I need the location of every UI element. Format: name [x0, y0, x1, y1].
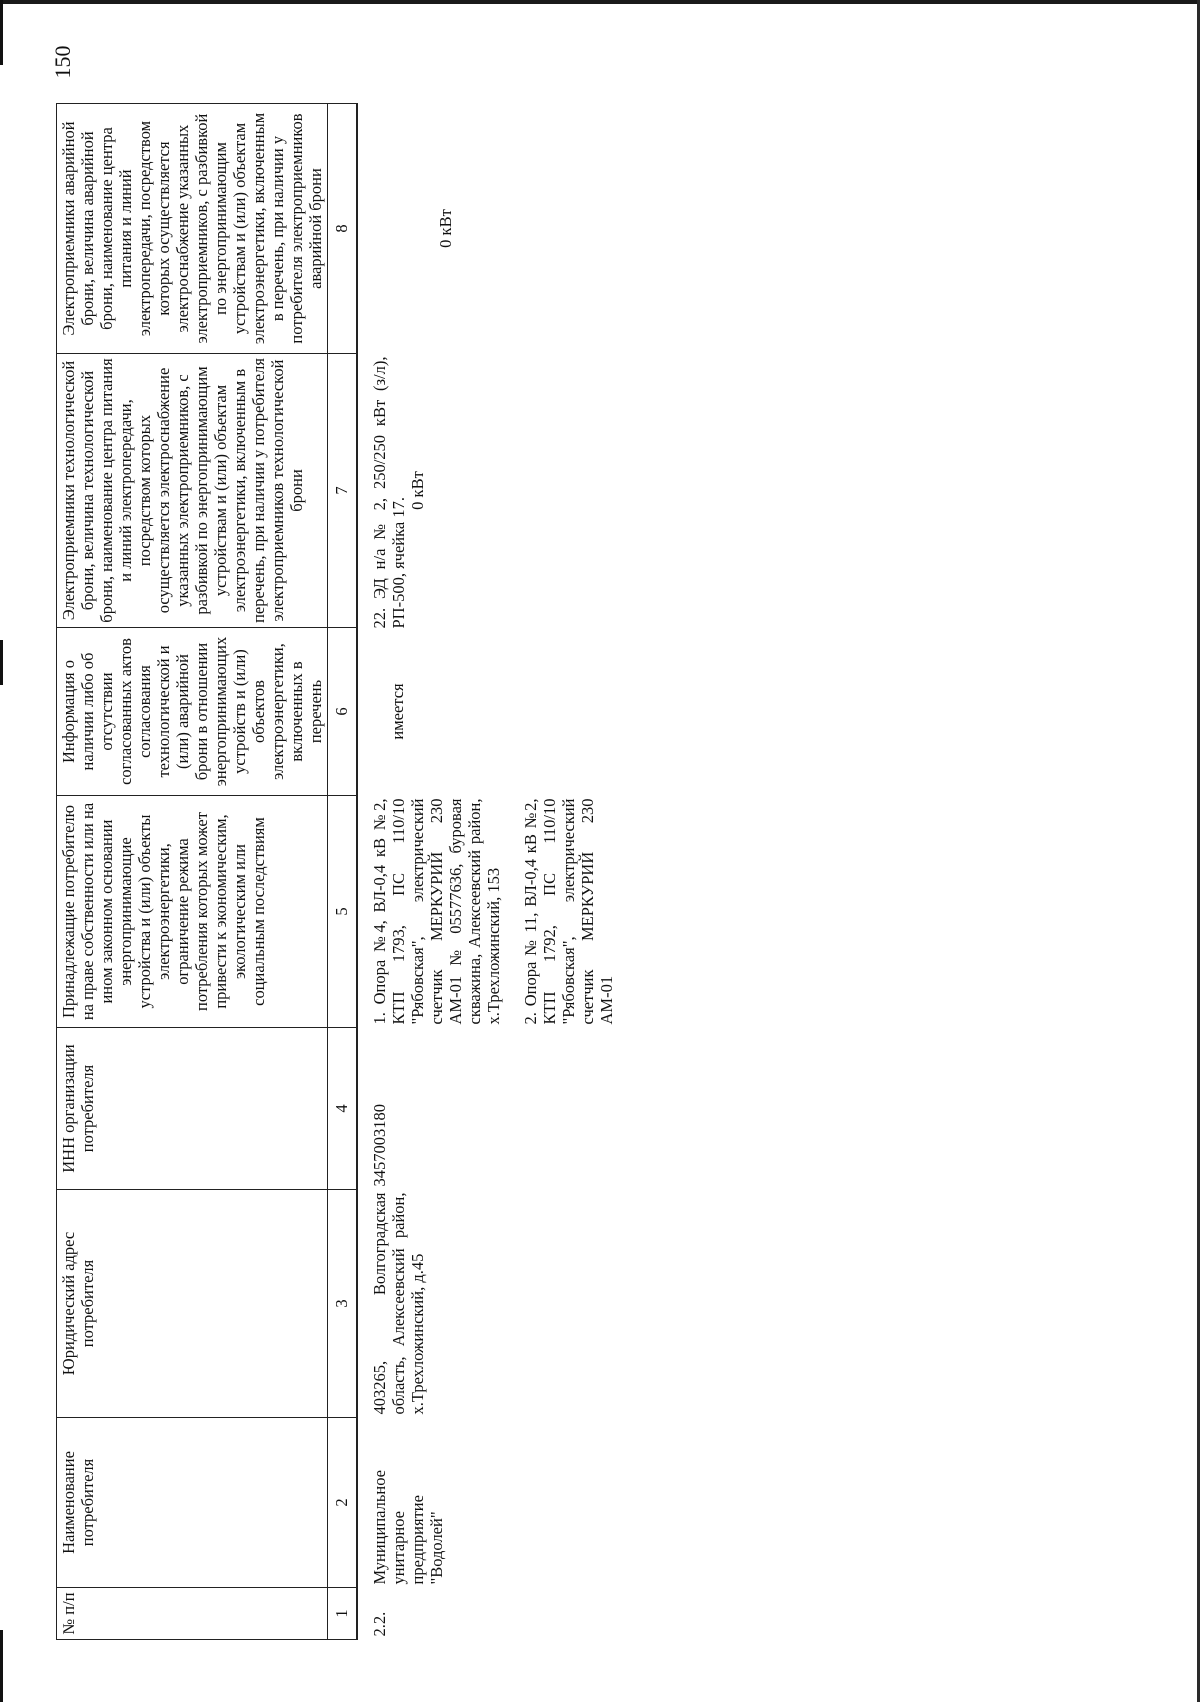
device-item: 2. Опора № 11, ВЛ-0,4 кВ №2, КТП 1792, ПС 110/10 "Рябовская", электрический счетчик МЕРКУРИЙ 230 АМ-01	[521, 798, 616, 1025]
consumer-name: Муниципальное унитарное предприятие "Водолей"	[370, 1470, 446, 1585]
column-number: 7	[328, 354, 358, 628]
consumer-inn: 3457003180	[370, 1104, 389, 1187]
tech-reserve-cell	[357, 354, 636, 628]
column-number: 8	[328, 104, 358, 354]
column-number: 6	[328, 628, 358, 796]
column-number: 5	[328, 796, 358, 1028]
column-number: 2	[328, 1418, 358, 1588]
device-item: 1. Опора №4, ВЛ-0,4 кВ №2, КТП 1793, ПС 110/10 "Рябовская", электрический счетчик МЕРКУРИЙ 230 АМ-01 № 05577636, буровая скважина, Алексеевский район, х.Трехложинский, 153	[370, 798, 503, 1025]
tech-reserve-value: 0 кВт	[408, 471, 427, 510]
header-col-8: Электроприемники аварийной брони, величина аварийной брони, наименование центра питания и линий электропередачи, посредством которых осуществляется электроснабжение указанных электроприемников, с разбивкой по энергопринимающим устройствам и (или) объектам электроэнергетики, включенным в перечень, при наличии у потребителя электроприемников аварийной брони	[57, 104, 328, 354]
emergency-reserve-value: 0 кВт	[436, 209, 455, 248]
column-number: 1	[328, 1588, 358, 1640]
table-row	[357, 104, 636, 1640]
column-number: 3	[328, 1190, 358, 1418]
row-number: 2.2.	[370, 1611, 389, 1637]
header-row	[57, 104, 328, 1640]
header-col-6: Информация о наличии либо об отсутствии согласованных актов согласования технологической и (или) аварийной брони в отношении энергопринимающих устройств и (или) объектов электроэнергетики, включенных в перечень	[57, 628, 328, 796]
consumer-address: 403265, Волгоградская область, Алексеевский район, х.Трехложинский, д.45	[370, 1192, 427, 1415]
column-number: 4	[328, 1028, 358, 1190]
consumer-table	[56, 103, 636, 1640]
acts-status: имеется	[388, 683, 407, 740]
header-col-3: Юридический адрес потребителя	[57, 1190, 328, 1418]
column-number-row	[328, 104, 358, 1640]
page-number: 150	[50, 45, 75, 79]
tech-reserve-source: 22. ЭД н/а № 2, 250/250 кВт (з/л), РП-500, ячейка 17.	[370, 356, 408, 629]
header-col-2: Наименование потребителя	[57, 1418, 328, 1588]
consumer-devices	[357, 796, 636, 1028]
header-col-7: Электроприемники технологической брони, величина технологической брони, наименование центра питания и линий электропередачи, посредством которых осуществляется электроснабжение указанных электроприемников, с разбивкой по энергопринимающим устройствам и (или) объектам электроэнергетики, включенным в перечень, при наличии у потребителя электроприемников технологической брони	[57, 354, 328, 628]
header-col-5: Принадлежащие потребителю на праве собственности или на ином законном основании энергопринимающие устройства и (или) объекты электроэнергетики, ограничение режима потребления которых может привести к экономическим, экологическим или социальным последствиям	[57, 796, 328, 1028]
header-col-4: ИНН организации потребителя	[57, 1028, 328, 1190]
header-col-1: № п/п	[57, 1588, 328, 1640]
